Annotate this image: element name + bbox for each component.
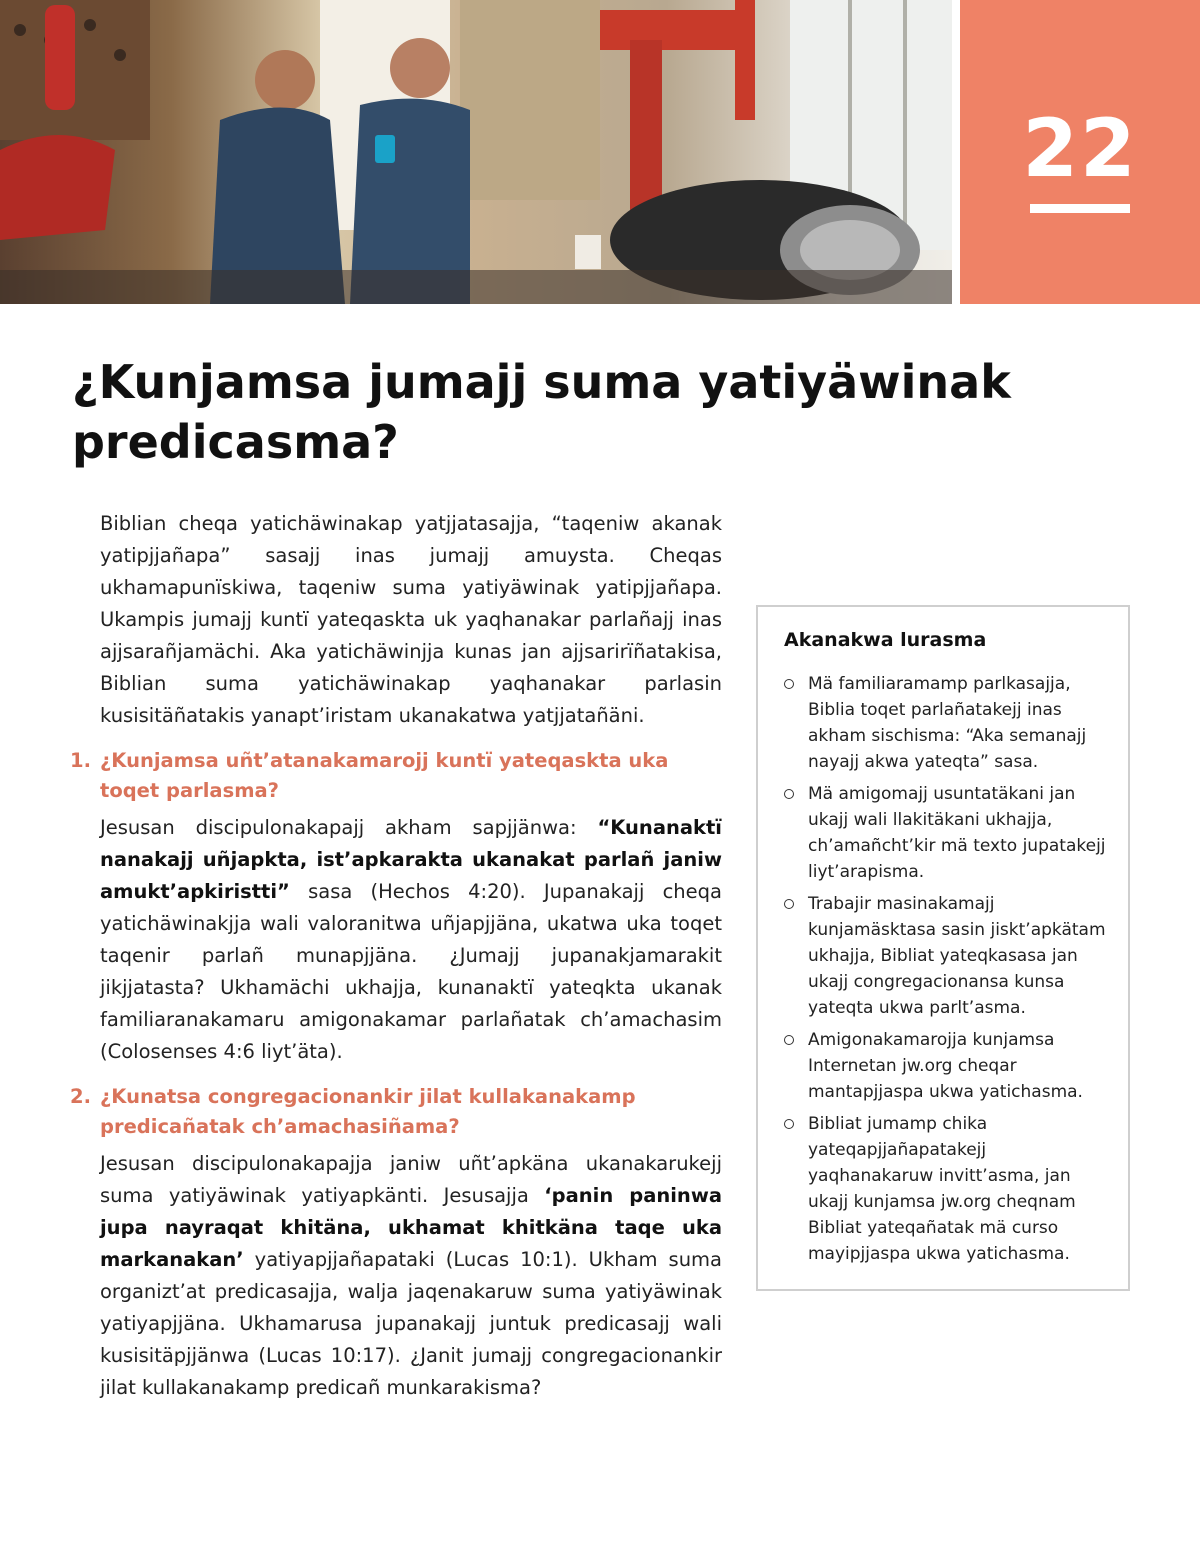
section-1-text-b: sasa (Hechos 4:20). Jupanakajj cheqa yatichäwinakjja wali valoranitwa uñjapjjäna, ukatwa uka toqet taqenir parlañ munapjjäna. ¿Jumajj jupanakjamarakit jikjjatasta? Ukhamächi ukhajja, kunanaktï yateqkta ukanak familiaranakamaru amigonakamar parlañatak ch’amachasim (Colosenses 4:6 liyt’äta). (100, 880, 722, 1063)
garage-scene-illustration (0, 0, 952, 304)
circle-bullet-icon (784, 899, 794, 909)
chapter-number: 22 (1022, 102, 1138, 195)
circle-bullet-icon (784, 789, 794, 799)
chapter-badge (960, 0, 1200, 304)
suggestion-text: Mä familiaramamp parlkasajja, Biblia toqet parlañatakejj inas akham sischisma: “Aka semanajj nayajj akwa yateqta” sasa. (808, 674, 1087, 772)
suggestion-item (784, 1111, 1114, 1267)
suggestions-list (784, 671, 1114, 1273)
question-2-text: ¿Kunatsa congregacionankir jilat kullakanakamp predicañatak ch’amachasiñama? (100, 1085, 636, 1138)
section-1-bold-quote: “Kunanaktï nanakajj uñjapkta, ist’apkarakta ukanakat parlañ janiw amukt’apkiristti” (100, 816, 722, 903)
suggestion-text: Bibliat jumamp chika yateqapjjañapatakejj yaqhanakaruw invitt’asma, jan ukajj kunjamsa jw.org cheqnam Bibliat yateqañatak mä curso mayipjjaspa ukwa yatichasma. (808, 1114, 1076, 1264)
circle-bullet-icon (784, 1035, 794, 1045)
suggestions-box (756, 605, 1130, 1291)
page-title-line2: predicasma? (72, 415, 399, 469)
suggestion-text: Amigonakamarojja kunjamsa Internetan jw.org cheqar mantapjjaspa ukwa yatichasma. (808, 1030, 1083, 1102)
suggestion-item (784, 891, 1114, 1021)
question-1-number: 1. (70, 749, 91, 772)
suggestion-item (784, 781, 1114, 885)
question-2-number: 2. (70, 1085, 91, 1108)
section-1-text-a: Jesusan discipulonakapajj akham sapjjänwa: (100, 816, 598, 839)
circle-bullet-icon (784, 1119, 794, 1129)
suggestion-text: Mä amigomajj usuntatäkani jan ukajj wali llakitäkani ukhajja, ch’amañcht’kir mä texto jupatakejj liyt’arapisma. (808, 784, 1106, 882)
section-2-paragraph (100, 1148, 722, 1404)
intro-paragraph: Biblian cheqa yatichäwinakap yatjjatasajja, “taqeniw akanak yatipjjañapa” sasajj inas jumajj amuysta. Cheqas ukhamapunïskiwa, taqeniw suma yatiyäwinak yatipjjañapa. Ukampis jumajj kuntï yateqaskta uk yaqhanakar parlañajj inas ajjsarañjamächi. Aka yatichäwinjja kunas jan ajjsarirïñatakisa, Biblian suma yatichäwinakap yaqhanakar parlasin kusisitäñatakis yanapt’iristam ukanakatwa yatjjatañäni. (100, 512, 722, 727)
page-title (72, 352, 1132, 472)
main-column (70, 508, 722, 1404)
suggestion-item (784, 671, 1114, 775)
question-1-heading (70, 746, 722, 806)
suggestions-heading: Akanakwa lurasma (784, 629, 987, 651)
header-photo (0, 0, 952, 304)
circle-bullet-icon (784, 679, 794, 689)
suggestion-text: Trabajir masinakamajj kunjamäsktasa sasin jiskt’apkätam ukhajja, Bibliat yateqkasasa jan ukajj congregacionansa kunsa yateqta ukwa parlt’asma. (808, 894, 1106, 1018)
suggestion-item (784, 1027, 1114, 1105)
page-title-line1: ¿Kunjamsa jumajj suma yatiyäwinak (72, 355, 1011, 409)
section-2-bold-quote: ‘panin paninwa jupa nayraqat khitäna, ukhamat khitkäna taqe uka markanakan’ (100, 1184, 722, 1271)
section-2-text-b: yatiyapjjañapataki (Lucas 10:1). Ukham suma organizt’at predicasajja, walja jaqenakaruw suma yatiyäwinak yatiyapjjäna. Ukhamarusa jupanakajj juntuk predicasajj wali kusisitäpjjänwa (Lucas 10:17). ¿Janit jumajj congregacionankir jilat kullakanakamp predicañ munkarakisma? (100, 1248, 722, 1399)
question-1-text: ¿Kunjamsa uñt’atanakamarojj kuntï yateqaskta uka toqet parlasma? (100, 749, 669, 802)
section-2-text-a: Jesusan discipulonakapajja janiw uñt’apkäna ukanakarukejj suma yatiyäwinak yatiyapkänti. Jesusajja (100, 1152, 722, 1207)
chapter-rule-divider (1030, 204, 1130, 213)
section-1-paragraph (100, 812, 722, 1068)
question-2-heading (70, 1082, 722, 1142)
